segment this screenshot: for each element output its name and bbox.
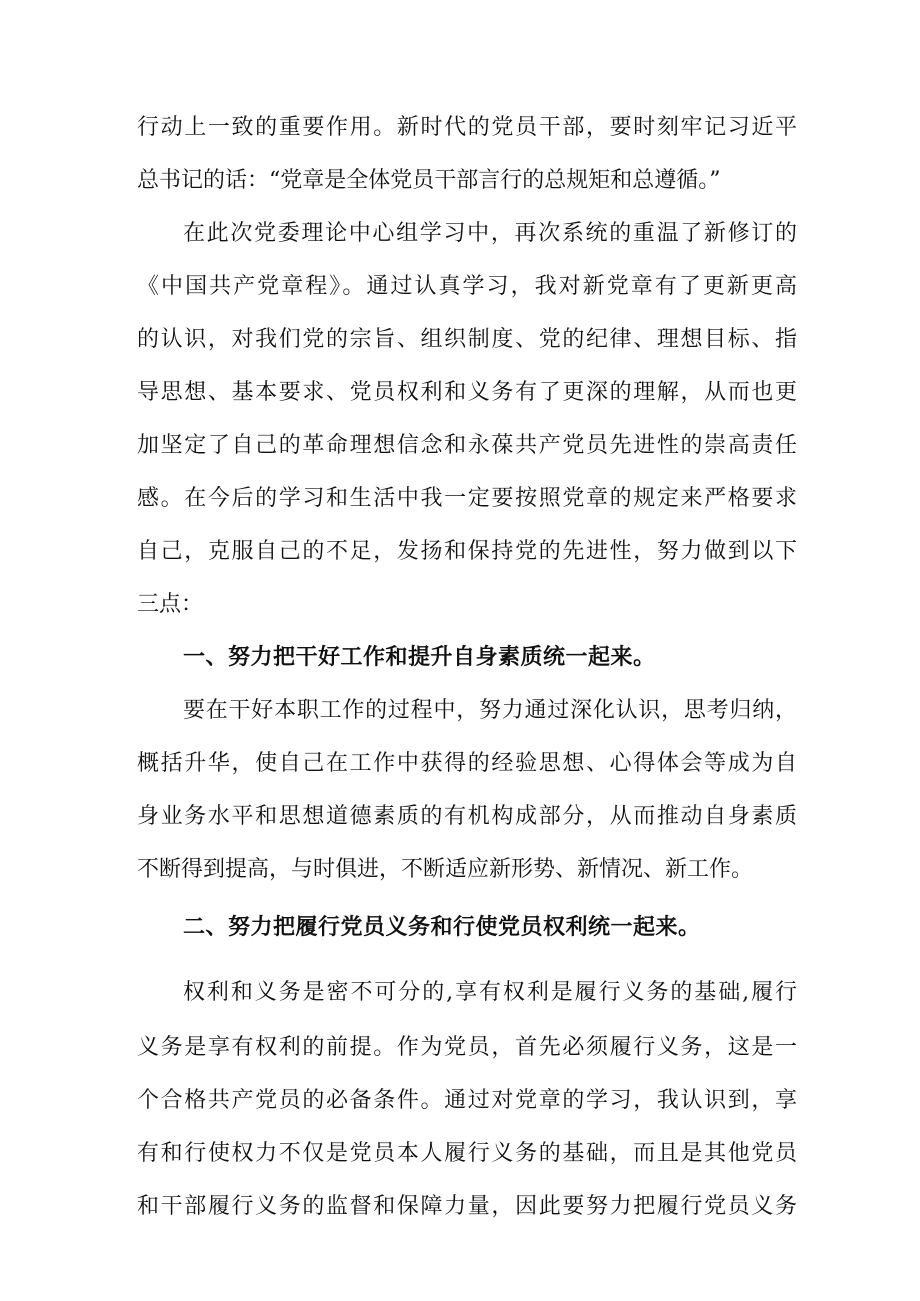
paragraph-line: 行动上一致的重要作用。新时代的党员干部，要时刻牢记习近平 (137, 115, 797, 140)
paragraph-line: 《中国共产党章程》。通过认真学习，我对新党章有了更新更高 (137, 274, 797, 299)
paragraph-line: 加坚定了自己的革命理想信念和永葆共产党员先进性的崇高责任 (137, 433, 797, 458)
paragraph-line: 在此次党委理论中心组学习中，再次系统的重温了新修订的 (183, 221, 797, 246)
paragraph-line: 要在干好本职工作的过程中，努力通过深化认识，思考归纳， (183, 698, 797, 723)
paragraph-line: 个合格共产党员的必备条件。通过对党章的学习，我认识到，享 (137, 1088, 797, 1113)
paragraph-line: 三点： (137, 592, 204, 617)
paragraph-line: 总书记的话：“党章是全体党员干部言行的总规矩和总遵循。” (137, 168, 721, 193)
paragraph-line: 感。在今后的学习和生活中我一定要按照党章的规定来严格要求 (137, 486, 797, 511)
paragraph-line: 有和行使权力不仅是党员本人履行义务的基础，而且是其他党员 (137, 1141, 797, 1166)
section-heading-1: 一、努力把干好工作和提升自身素质统一起来。 (183, 645, 656, 670)
paragraph-line: 身业务水平和思想道德素质的有机构成部分，从而推动自身素质 (137, 804, 797, 829)
paragraph-line: 概括升华，使自己在工作中获得的经验思想、心得体会等成为自 (137, 751, 797, 776)
paragraph-line: 权利和义务是密不可分的,享有权利是履行义务的基础,履行 (183, 980, 797, 1005)
paragraph-line: 自己，克服自己的不足，发扬和保持党的先进性，努力做到以下 (137, 539, 797, 564)
paragraph-line: 导思想、基本要求、党员权利和义务有了更深的理解，从而也更 (137, 380, 797, 405)
paragraph-line: 和干部履行义务的监督和保障力量，因此要努力把履行党员义务 (137, 1194, 797, 1219)
paragraph-line: 义务是享有权利的前提。作为党员，首先必须履行义务，这是一 (137, 1035, 797, 1060)
section-heading-2: 二、努力把履行党员义务和行使党员权利统一起来。 (183, 915, 701, 940)
paragraph-line: 的认识，对我们党的宗旨、组织制度、党的纪律、理想目标、指 (137, 327, 797, 352)
paragraph-line: 不断得到提高，与时俱进，不断适应新形势、新情况、新工作。 (137, 857, 754, 882)
